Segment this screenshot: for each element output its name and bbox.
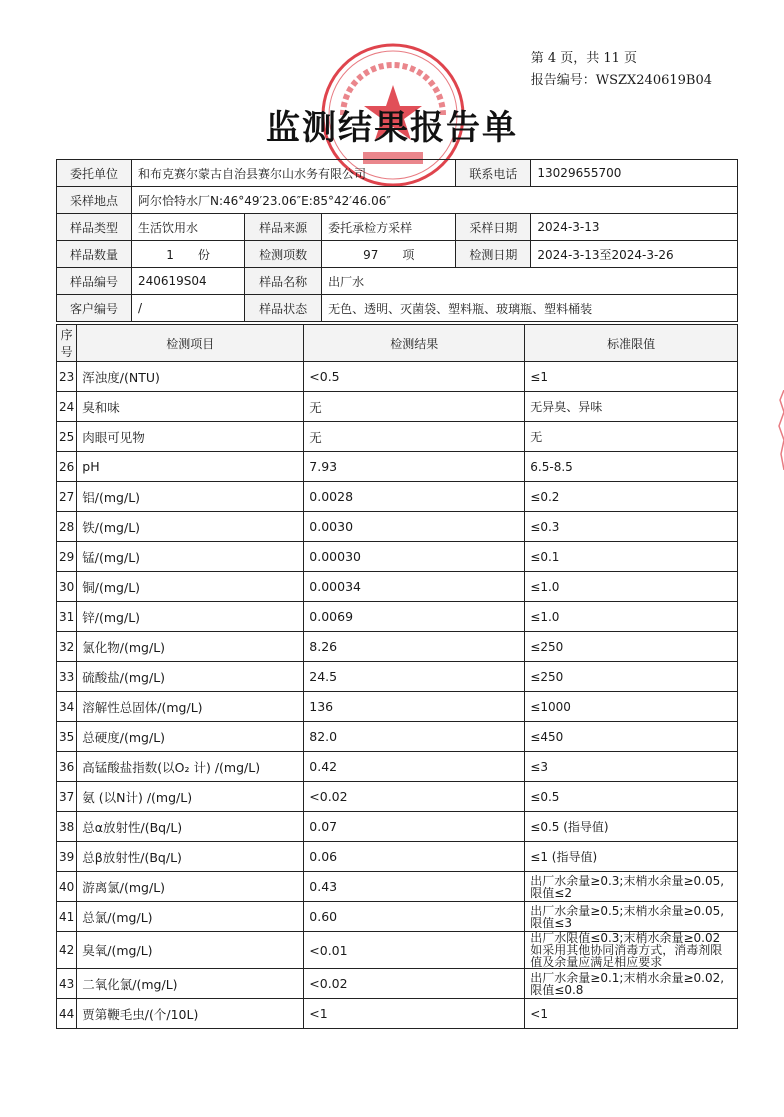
test-result: 0.42 <box>304 752 525 782</box>
table-row <box>57 692 738 722</box>
row-number: 44 <box>57 999 77 1029</box>
client-no-value: / <box>132 295 245 322</box>
page-info <box>531 48 712 92</box>
test-result: <0.02 <box>304 969 525 999</box>
table-row <box>57 392 738 422</box>
row-number: 27 <box>57 482 77 512</box>
table-row <box>57 842 738 872</box>
sample-info-table <box>56 159 738 322</box>
test-item: 总β放射性/(Bq/L) <box>77 842 304 872</box>
phone-label: 联系电话 <box>456 160 531 187</box>
qty-label: 样品数量 <box>57 241 132 268</box>
name-value: 出厂水 <box>322 268 738 295</box>
info-row-qty <box>57 241 738 268</box>
test-result: 无 <box>304 392 525 422</box>
standard-limit: ≤250 <box>525 632 738 662</box>
test-result: 0.0028 <box>304 482 525 512</box>
source-value: 委托承检方采样 <box>322 214 456 241</box>
standard-limit: 出厂水余量≥0.5;末梢水余量≥0.05,限值≤3 <box>525 902 738 932</box>
info-row-type <box>57 214 738 241</box>
client-no-label: 客户编号 <box>57 295 132 322</box>
test-result: 24.5 <box>304 662 525 692</box>
test-result: 无 <box>304 422 525 452</box>
test-item: 溶解性总固体/(mg/L) <box>77 692 304 722</box>
table-row <box>57 722 738 752</box>
test-item: 游离氯/(mg/L) <box>77 872 304 902</box>
info-row-site <box>57 187 738 214</box>
test-result: 0.60 <box>304 902 525 932</box>
test-date-value: 2024-3-13至2024-3-26 <box>531 241 738 268</box>
test-item: 臭和味 <box>77 392 304 422</box>
results-header-row <box>57 325 738 362</box>
table-row <box>57 932 738 969</box>
col-header-item: 检测项目 <box>77 325 304 362</box>
test-result: 82.0 <box>304 722 525 752</box>
row-number: 28 <box>57 512 77 542</box>
col-header-limit: 标准限值 <box>525 325 738 362</box>
test-item: 总氯/(mg/L) <box>77 902 304 932</box>
test-result: 0.06 <box>304 842 525 872</box>
report-number: 报告编号：WSZX240619B04 <box>530 73 712 88</box>
table-row <box>57 902 738 932</box>
table-row <box>57 999 738 1029</box>
code-label: 样品编号 <box>57 268 132 295</box>
test-result: <0.01 <box>304 932 525 969</box>
test-item: 总硬度/(mg/L) <box>77 722 304 752</box>
row-number: 26 <box>57 452 77 482</box>
row-number: 39 <box>57 842 77 872</box>
type-label: 样品类型 <box>57 214 132 241</box>
test-item: 氨 (以N计) /(mg/L) <box>77 782 304 812</box>
test-result: <0.5 <box>304 362 525 392</box>
test-result: 0.07 <box>304 812 525 842</box>
standard-limit: 出厂水余量≥0.3;末梢水余量≥0.05,限值≤2 <box>525 872 738 902</box>
sample-date-label: 采样日期 <box>456 214 531 241</box>
client-label: 委托单位 <box>57 160 132 187</box>
standard-limit: 出厂水限值≤0.3;末梢水余量≥0.02 如采用其他协同消毒方式，消毒剂限值及余量应满足相应要求 <box>525 932 738 969</box>
row-number: 43 <box>57 969 77 999</box>
table-row <box>57 632 738 662</box>
test-item: 铝/(mg/L) <box>77 482 304 512</box>
info-row-code <box>57 268 738 295</box>
standard-limit: 无 <box>525 422 738 452</box>
test-result: 0.0069 <box>304 602 525 632</box>
qty-value: 1 份 <box>132 241 245 268</box>
results-table <box>56 324 738 1029</box>
edge-seal-fragment <box>778 390 784 470</box>
standard-limit: ≤0.5 <box>525 782 738 812</box>
sample-date-value: 2024-3-13 <box>531 214 738 241</box>
test-item: 铜/(mg/L) <box>77 572 304 602</box>
page-number: 第 4 页，共 11 页 <box>530 51 638 66</box>
state-value: 无色、透明、灭菌袋、塑料瓶、玻璃瓶、塑料桶装 <box>322 295 738 322</box>
standard-limit: ≤1.0 <box>525 572 738 602</box>
table-row <box>57 662 738 692</box>
items-label: 检测项数 <box>245 241 322 268</box>
row-number: 38 <box>57 812 77 842</box>
row-number: 24 <box>57 392 77 422</box>
test-item: 锰/(mg/L) <box>77 542 304 572</box>
items-value: 97 项 <box>322 241 456 268</box>
standard-limit: ≤450 <box>525 722 738 752</box>
test-result: 136 <box>304 692 525 722</box>
test-result: 8.26 <box>304 632 525 662</box>
standard-limit: ≤0.1 <box>525 542 738 572</box>
type-value: 生活饮用水 <box>132 214 245 241</box>
row-number: 40 <box>57 872 77 902</box>
row-number: 31 <box>57 602 77 632</box>
table-row <box>57 572 738 602</box>
table-row <box>57 602 738 632</box>
standard-limit: ≤1000 <box>525 692 738 722</box>
results-body <box>57 362 738 1029</box>
table-row <box>57 482 738 512</box>
table-row <box>57 872 738 902</box>
test-date-label: 检测日期 <box>456 241 531 268</box>
test-item: 浑浊度/(NTU) <box>77 362 304 392</box>
test-result: <1 <box>304 999 525 1029</box>
test-item: 铁/(mg/L) <box>77 512 304 542</box>
standard-limit: ≤0.5 (指导值) <box>525 812 738 842</box>
test-item: 高锰酸盐指数(以O₂ 计) /(mg/L) <box>77 752 304 782</box>
table-row <box>57 422 738 452</box>
row-number: 33 <box>57 662 77 692</box>
table-row <box>57 362 738 392</box>
test-item: pH <box>77 452 304 482</box>
table-row <box>57 512 738 542</box>
row-number: 30 <box>57 572 77 602</box>
info-row-client <box>57 160 738 187</box>
phone-value: 13029655700 <box>531 160 738 187</box>
test-result: <0.02 <box>304 782 525 812</box>
test-item: 锌/(mg/L) <box>77 602 304 632</box>
test-item: 总α放射性/(Bq/L) <box>77 812 304 842</box>
standard-limit: <1 <box>525 999 738 1029</box>
row-number: 32 <box>57 632 77 662</box>
standard-limit: 出厂水余量≥0.1;末梢水余量≥0.02,限值≤0.8 <box>525 969 738 999</box>
test-result: 0.00030 <box>304 542 525 572</box>
state-label: 样品状态 <box>245 295 322 322</box>
col-header-no: 序号 <box>57 325 77 362</box>
row-number: 23 <box>57 362 77 392</box>
test-result: 7.93 <box>304 452 525 482</box>
site-value: 阿尔恰特水厂N:46°49′23.06″E:85°42′46.06″ <box>132 187 738 214</box>
name-label: 样品名称 <box>245 268 322 295</box>
test-item: 臭氧/(mg/L) <box>77 932 304 969</box>
table-row <box>57 542 738 572</box>
table-row <box>57 969 738 999</box>
table-row <box>57 752 738 782</box>
standard-limit: ≤0.3 <box>525 512 738 542</box>
test-item: 二氧化氯/(mg/L) <box>77 969 304 999</box>
row-number: 36 <box>57 752 77 782</box>
table-row <box>57 812 738 842</box>
client-value: 和布克赛尔蒙古自治县赛尔山水务有限公司 <box>132 160 456 187</box>
standard-limit: ≤1 <box>525 362 738 392</box>
site-label: 采样地点 <box>57 187 132 214</box>
test-result: 0.0030 <box>304 512 525 542</box>
standard-limit: ≤250 <box>525 662 738 692</box>
test-item: 贾第鞭毛虫/(个/10L) <box>77 999 304 1029</box>
test-result: 0.43 <box>304 872 525 902</box>
test-item: 肉眼可见物 <box>77 422 304 452</box>
row-number: 35 <box>57 722 77 752</box>
standard-limit: ≤0.2 <box>525 482 738 512</box>
standard-limit: ≤1.0 <box>525 602 738 632</box>
standard-limit: ≤3 <box>525 752 738 782</box>
report-title: 监测结果报告单 <box>266 108 518 148</box>
col-header-result: 检测结果 <box>304 325 525 362</box>
test-item: 硫酸盐/(mg/L) <box>77 662 304 692</box>
row-number: 37 <box>57 782 77 812</box>
table-row <box>57 782 738 812</box>
test-item: 氯化物/(mg/L) <box>77 632 304 662</box>
standard-limit: ≤1 (指导值) <box>525 842 738 872</box>
row-number: 42 <box>57 932 77 969</box>
table-row <box>57 452 738 482</box>
standard-limit: 6.5-8.5 <box>525 452 738 482</box>
row-number: 34 <box>57 692 77 722</box>
code-value: 240619S04 <box>132 268 245 295</box>
source-label: 样品来源 <box>245 214 322 241</box>
row-number: 25 <box>57 422 77 452</box>
info-row-client-no <box>57 295 738 322</box>
test-result: 0.00034 <box>304 572 525 602</box>
standard-limit: 无异臭、异味 <box>525 392 738 422</box>
row-number: 41 <box>57 902 77 932</box>
row-number: 29 <box>57 542 77 572</box>
